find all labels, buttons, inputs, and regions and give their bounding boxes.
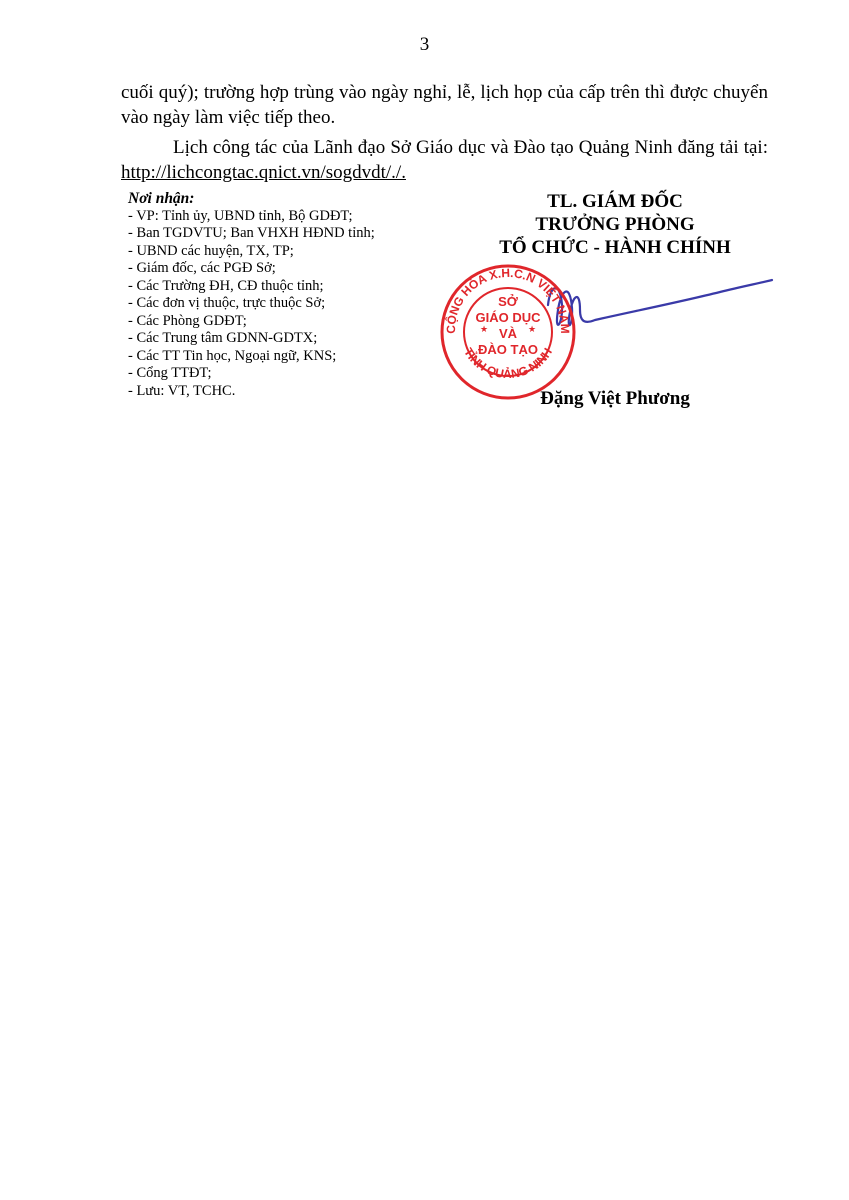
recipients-list xyxy=(128,208,448,401)
recipient-item: - Các đơn vị thuộc, trực thuộc Sở; xyxy=(128,295,326,311)
body-paragraph-2 xyxy=(121,135,768,185)
signature-line-2: TRƯỞNG PHÒNG xyxy=(535,214,695,235)
schedule-link[interactable]: http://lichcongtac.qnict.vn/sogdvdt/./. xyxy=(121,162,406,183)
signer-name: Đặng Việt Phương xyxy=(540,388,690,409)
recipient-item: - UBND các huyện, TX, TP; xyxy=(128,242,294,259)
recipient-item: - Ban TGDVTU; Ban VHXH HĐND tỉnh; xyxy=(128,225,375,241)
recipient-item: - Các TT Tin học, Ngoại ngữ, KNS; xyxy=(128,347,337,364)
recipient-item: - Các Phòng GDĐT; xyxy=(128,312,247,329)
recipients-title: Nơi nhận: xyxy=(128,190,195,207)
recipients-block xyxy=(128,190,448,400)
stamp-center-line: SỞ xyxy=(498,294,518,309)
signature-line-1: TL. GIÁM ĐỐC xyxy=(547,191,683,212)
stamp-bottom-text: TỈNH QUẢNG NINH xyxy=(461,345,556,382)
recipient-item: - Giám đốc, các PGĐ Sở; xyxy=(128,260,276,276)
stamp-star-right: ★ xyxy=(528,324,537,334)
body-paragraph-1: cuối quý); trường hợp trùng vào ngày nghỉ, lễ, lịch họp của cấp trên thì được chuyển vào ngày làm việc tiếp theo. xyxy=(121,82,768,128)
recipient-item: - Cổng TTĐT; xyxy=(128,365,212,381)
recipient-item: - Lưu: VT, TCHC. xyxy=(128,382,236,399)
page-number: 3 xyxy=(419,34,430,55)
recipient-item: - Các Trung tâm GDNN-GDTX; xyxy=(128,330,318,346)
stamp-center-line: ĐÀO TẠO xyxy=(478,342,538,357)
stamp-outer-text: CỘNG HÒA X.H.C.N VIỆT NAM xyxy=(443,265,573,334)
stamp-center-line: GIÁO DỤC xyxy=(475,310,541,325)
stamp-star-left: ★ xyxy=(480,324,489,334)
signature-stroke xyxy=(548,280,772,325)
body-paragraph-2-text: Lịch công tác của Lãnh đạo Sở Giáo dục và Đào tạo Quảng Ninh đăng tải tại: xyxy=(173,137,768,158)
recipient-item: - Các Trường ĐH, CĐ thuộc tỉnh; xyxy=(128,277,324,294)
stamp-center-line: VÀ xyxy=(498,326,518,341)
recipient-item: - VP: Tỉnh ủy, UBND tỉnh, Bộ GDĐT; xyxy=(128,207,353,224)
official-stamp xyxy=(420,250,780,400)
signature-line-3: TỔ CHỨC - HÀNH CHÍNH xyxy=(499,237,731,258)
signature-title-block xyxy=(450,190,780,259)
